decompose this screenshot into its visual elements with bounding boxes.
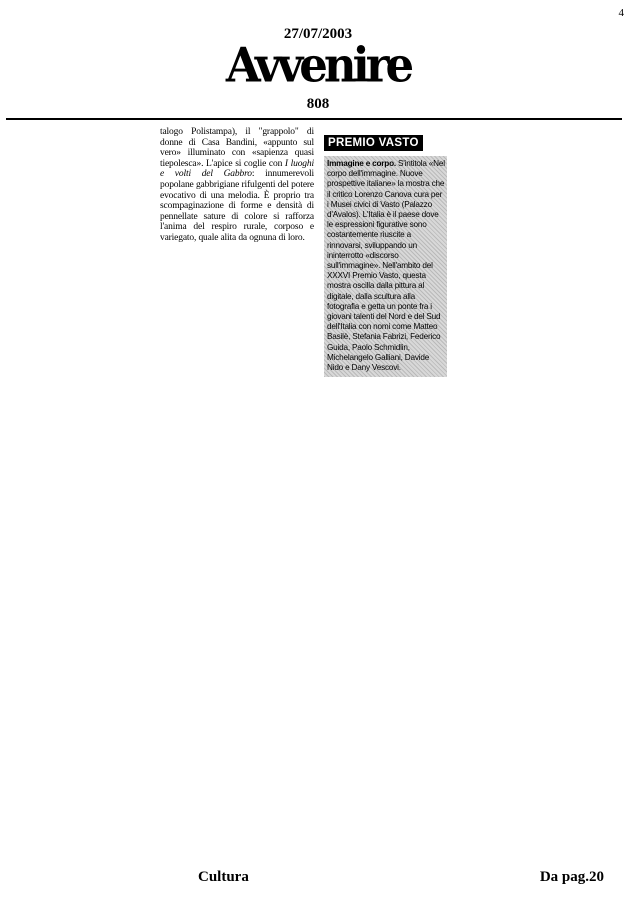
article-paragraph	[160, 127, 314, 244]
section-name: Cultura	[198, 869, 249, 885]
article-text-part2: : innumerevoli popolane gabbrigiane rifulgenti del potere evocativo di una melodia. È proprio tra scompaginazione di forme e densità di pennellate sature di colore si rafforza l'anima del respiro rurale, corposo e variegato, quale alita da ognuna di loro.	[160, 169, 314, 243]
page-reference: Da pag.20	[539, 869, 604, 885]
sidebar-body: S'intitola «Nel corpo dell'immagine. Nuove prospettive italiane» la mostra che il critico Lorenzo Canova cura per i Musei civici di Vasto (Palazzo d'Avalos). L'Italia è il paese dove le espressioni figurative sono costantemente riuscite a rinnovarsi, sviluppando un ininterrotto «discorso sull'immagine». Nell'ambito del XXXVI Premio Vasto, questa mostra oscilla dalla pittura al digitale, dalla scultura alla fotografia e getta un ponte fra i giovani talenti del Nord e del Sud dell'Italia con nomi come Matteo Basilè, Stefania Fabrizi, Federico Guida, Paolo Schmidlin, Michelangelo Galliani, Davide Nido e Dany Vescovi.	[327, 159, 445, 373]
newspaper-masthead: Avvenire	[225, 37, 411, 94]
article-text-part1: talogo Polistampa), il "grappolo" di donne di Casa Bandini, «appunto sul vero» illuminato con «sapienza quasi tiepolesca». L'apice si coglie con	[160, 127, 314, 169]
sidebar-heading: Immagine e corpo.	[327, 159, 396, 168]
page-number: 4	[618, 7, 624, 19]
issue-number: 808	[306, 96, 330, 112]
sidebar-box	[324, 133, 450, 377]
article-column	[160, 127, 314, 244]
header-divider	[6, 118, 622, 120]
sidebar-text-box	[324, 156, 447, 377]
issue-date: 27/07/2003	[283, 26, 353, 42]
article-italic-title: I luoghi e volti del Gabbro	[160, 158, 314, 180]
premio-vasto-banner: PREMIO VASTO	[324, 135, 423, 151]
